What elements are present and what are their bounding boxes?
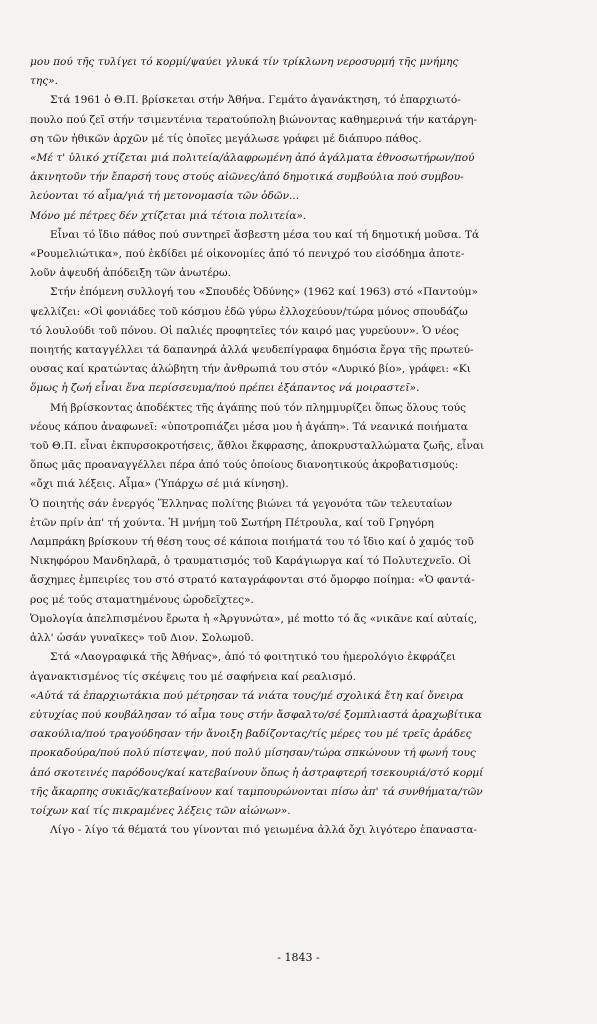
text-line: της». <box>30 75 58 88</box>
text-line: τοῦ Θ.Π. εἶναι ἐκπυρσοκροτήσεις, ἄθλοι ἔκφρασης, ἀποκρυσταλλώματα ζωῆς, εἶναι <box>30 440 485 453</box>
text-line: Μή βρίσκοντας ἀποδέκτες τῆς ἀγάπης πού τόν πλημμυρίζει ὅπως ὅλους τούς <box>50 401 467 414</box>
text-line: Λίγο - λίγο τά θέματά του γίνονται πιό γειωμένα ἀλλά ὄχι λιγότερο ἐπαναστα- <box>50 824 478 837</box>
text-line: Στά «Λαογραφικά τῆς Ἀθήνας», ἀπό τό φοιτητικό του ἡμερολόγιο ἐκφράζει <box>50 651 456 664</box>
text-line: τό λουλούδι τοῦ πόνου. Οἱ παλιές προφητεῖες τόν καιρό μας γυρεύουν». Ὁ νέος <box>30 324 459 337</box>
text-line: ρος μέ τούς σταματημένους ὡροδεῖχτες». <box>30 593 254 606</box>
text-line: ἐτῶν πρίν ἀπ' τή χούντα. Ἡ μνήμη τοῦ Σωτήρη Πέτρουλα, καί τοῦ Γρηγόρη <box>30 516 434 529</box>
text-line: ουσας καί κρατώντας ἀλώβητη τήν ἀνθρωπιά του στόν «Λυρικό βίο», γράφει: «Κι <box>30 363 471 376</box>
text-line: σακούλια/πού τραγούδησαν τήν ἄνοιξη βαδίζοντας/τίς μέρες του μέ τρεῖς ἀράδες <box>30 728 472 741</box>
body-text <box>30 53 565 840</box>
text-line: πουλο πού ζεῖ στήν τσιμεντένια τερατούπολη βιώνοντας καθημερινά τήν κατάργη- <box>30 113 478 126</box>
text-line: Ὁμολογία ἀπελπισμένου ἔρωτα ἡ «Ἀργυνώτα», μέ motto τό ἄς «νικᾶνε καί αὐταίς, <box>30 612 478 625</box>
text-line: Εἶναι τό ἴδιο πάθος πού συντηρεῖ ἄσβεστη μέσα του καί τή δημοτική μοῦσα. Τά <box>50 228 480 241</box>
text-line: «Αὐτά τά ἐπαρχιωτάκια πού μέτρησαν τά νιάτα τους/μέ σχολικά ἔτη καί ὄνειρα <box>30 689 464 702</box>
text-line: λοῦν ἀψευδή ἀπόδειξη τῶν ἀνωτέρω. <box>30 267 232 280</box>
text-line: ὅμως ἡ ζωή εἶναι ἕνα περίσσευμα/πού πρέπει ἐξάπαντος νά μοιραστεῖ». <box>30 382 420 395</box>
text-line: ἀλλ' ὡσάν γυναῖκες» τοῦ Διον. Σολωμοῦ. <box>30 632 254 645</box>
text-line: ἀπό σκοτεινές παρόδους/καί κατεβαίνουν ὅπως ἡ ἀστραφτερή τσεκουριά/στό κορμί <box>30 766 484 779</box>
text-line: «Μέ τ' ὑλικό χτίζεται μιά πολιτεία/ἀλαφρωμένη ἀπό ἀγάλματα ἐθνοσωτήρων/πού <box>30 152 475 165</box>
text-line: ὅπως μᾶς προαναγγέλλει πέρα ἀπό τούς ὁποίους διανοητικούς ἀκροβατισμούς: <box>30 459 459 472</box>
text-line: Στήν ἑπόμενη συλλογή του «Σπουδές Ὀδύνης» (1962 καί 1963) στό «Παντούμ» <box>50 286 479 299</box>
text-line: Στά 1961 ὁ Θ.Π. βρίσκεται στήν Ἀθήνα. Γεμάτο ἀγανάκτηση, τό ἐπαρχιωτό- <box>50 94 461 107</box>
text-line: «ὄχι πιά λέξεις. Αἷμα» (Ὑπάρχω σέ μιά κίνηση). <box>30 478 289 491</box>
text-line: ἀκινητοῦν τήν ἔπαρσή τους στούς αἰῶνες/ἀπό δημοτικά συμβούλια πού συμβου- <box>30 171 464 184</box>
text-line: τῆς ἄκαρπης συκιᾶς/κατεβαίνουν καί ταμπουρώνονται πίσω ἀπ' τά συνθήματα/τῶν <box>30 785 483 798</box>
text-line: ἀγανακτισμένος τίς σκέψεις του μέ σαφήνεια καί ρεαλισμό. <box>30 670 356 683</box>
text-line: ποιητής καταγγέλλει τά δαπανηρά ἀλλά ψευδεπίγραφα δημόσια ἔργα τῆς πρωτεύ- <box>30 344 474 357</box>
text-line: ἄσχημες ἐμπειρίες του στό στρατό καταγράφονται στό ὄμορφο ποίημα: «Ὁ φαντά- <box>30 574 475 587</box>
text-line: εὐτυχίας πού κουβάλησαν τό αἷμα τους στήν ἄσφαλτο/σέ ξομπλιαστά ἀραχωβίτικα <box>30 708 482 721</box>
text-line: ψελλίζει: «Οἱ φονιάδες τοῦ κόσμου ἐδῶ γύρω ἐλλοχεύουν/τώρα μόνος σπουδάζω <box>30 305 468 318</box>
text-line: λεύονται τό αἷμα/γιά τή μετονομασία τῶν ὁδῶν... <box>30 190 300 203</box>
text-line: νέους κάπου ἀναφωνεῖ: «ὑποτροπιάζει μέσα μου ἡ ἀγάπη». Τά νεανικά ποιήματα <box>30 420 468 433</box>
text-line: «Ρουμελιώτικα», πού ἐκδίδει μέ οἰκονομίες ἀπό τό πενιχρό του εἰσόδημα ἀποτε- <box>30 248 465 261</box>
text-line: Λαμπράκη βρίσκουν τή θέση τους σέ κάποια ποιήματά του τό ἴδιο καί ὁ χαμός τοῦ <box>30 536 474 549</box>
text-line: Μόνο μέ πέτρες δέν χτίζεται μιά τέτοια πολιτεία». <box>30 209 307 222</box>
text-line: τοίχων καί τίς πικραμένες λέξεις τῶν αἰώνων». <box>30 804 291 817</box>
text-line: μου πού τῆς τυλίγει τό κορμί/ψαύει γλυκά τίν τρίκλωνη νεροσυρμή τῆς μνήμης <box>30 56 459 68</box>
page-number: - 1843 - <box>277 951 320 964</box>
text-line: ση τῶν ἠθικῶν ἀρχῶν μέ τίς ὁποῖες μεγάλωσε γράφει μέ διάπυρο πάθος. <box>30 132 422 145</box>
text-line: Νικηφόρου Μανδηλαρᾶ, ὁ τραυματισμός τοῦ Καράγιωργα καί τό Πολυτεχνεῖο. Οἱ <box>30 555 472 568</box>
text-line: Ὁ ποιητής σάν ἐνεργός Ἕλληνας πολίτης βιώνει τά γεγονότα τῶν τελευταίων <box>30 497 453 510</box>
text-line: προκαδούρα/πού πολύ πίστεψαν, πού πολύ μίσησαν/τώρα σπκώνουν τή φωνή τους <box>30 747 476 760</box>
